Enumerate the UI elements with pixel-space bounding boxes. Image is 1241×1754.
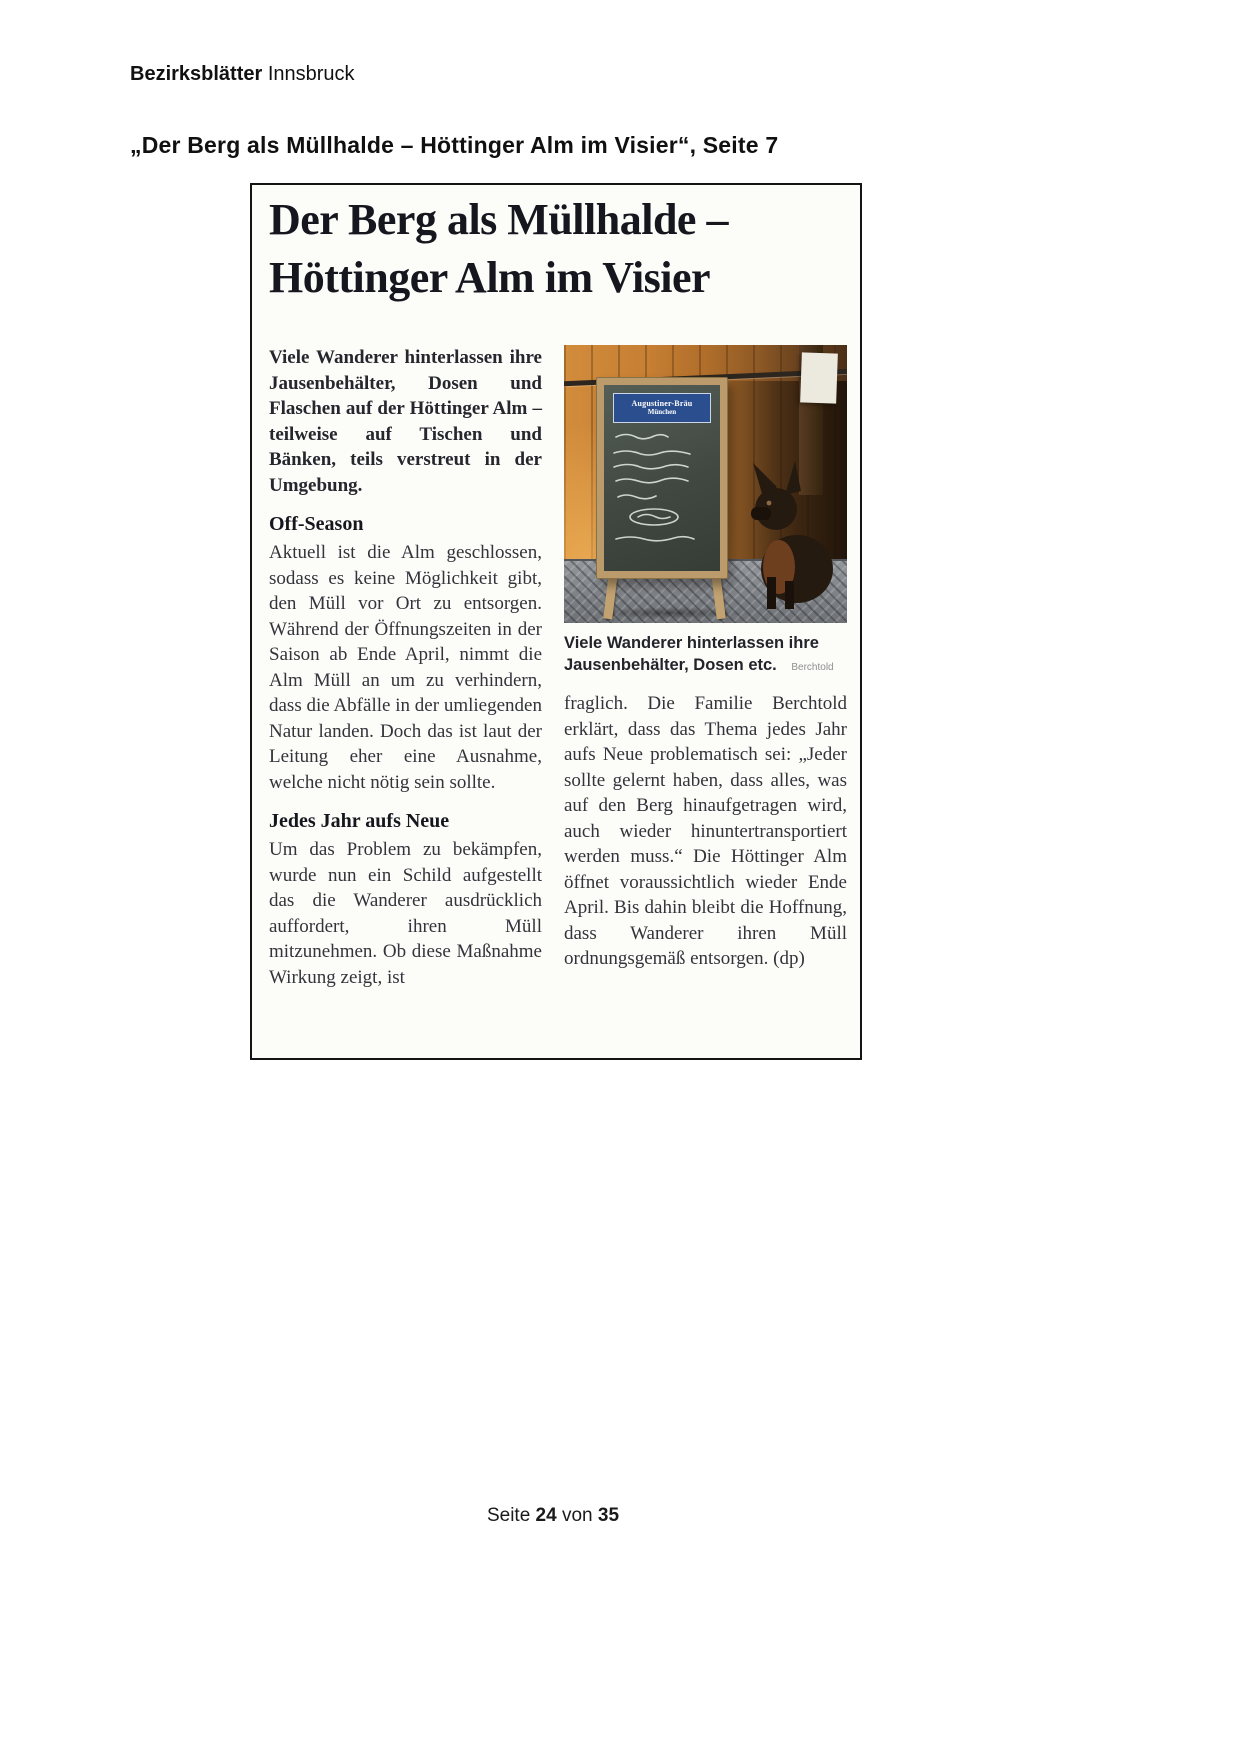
section-heading-off-season: Off-Season [269,513,364,535]
news-clipping [250,183,862,1060]
brewery-sign-line2: München [647,407,677,416]
article-column2-body: fraglich. Die Familie Berchtold erklärt, dass das Thema jedes Jahr aufs Neue problematisch sei: „Jeder sollte gelernt haben, dass alles, was auf den Berg hinaufgetragen wird, auch wieder hinuntertransportiert werden muss.“ Die Höttinger Alm öffnet voraussichtlich wieder Ende April. Bis dahin bleibt die Hoffnung, dass Wanderer ihren Müll ordnungsgemäß entsorgen. (dp) [564,693,847,969]
article-photo [564,345,847,623]
article-title-line2: Höttinger Alm im Visier [269,253,711,302]
page-title: „Der Berg als Müllhalde – Höttinger Alm im Visier“, Seite 7 [130,132,779,158]
brewery-sign-line1: Augustiner-Bräu [631,398,693,408]
publication-name [130,63,355,86]
section-body-jedes-jahr: Um das Problem zu bekämpfen, wurde nun ein Schild aufgestellt das die Wanderer ausdrücklich auffordert, ihren Müll mitzunehmen. Ob diese Maßnahme Wirkung zeigt, ist [269,839,542,988]
publication-name-bold: Bezirksblätter [130,63,263,85]
article-intro: Viele Wanderer hinterlassen ihre Jausenbehälter, Dosen und Flaschen auf der Höttinger Alm – teilweise auf Tischen und Bänken, teils verstreut in der Umgebung. [269,347,542,496]
footer-page-total: 35 [597,1505,620,1526]
section-heading-jedes-jahr: Jedes Jahr aufs Neue [269,810,450,832]
article-title [269,191,849,307]
article-title-line1: Der Berg als Müllhalde – [269,195,728,244]
footer-word-seite: Seite [486,1505,531,1526]
footer-page-current: 24 [535,1505,557,1526]
article-column-right [564,345,847,972]
photo-paper-note [800,352,838,403]
brewery-sign-plate [613,393,710,423]
chalkboard [596,377,728,579]
chalkboard-slate [604,385,720,571]
article-column-left [269,345,542,990]
photo-caption [564,632,847,679]
photo-credit: Berchtold [791,662,834,673]
photo-caption-text: Viele Wanderer hinterlassen ihre Jausenbehälter, Dosen etc. [564,634,819,674]
footer-word-von: von [561,1505,593,1526]
dog-illustration [733,457,843,613]
footer-pagination [0,1505,1106,1527]
chalk-handwriting-illustration [608,427,718,567]
publication-name-city: Innsbruck [267,63,355,85]
section-body-off-season: Aktuell ist die Alm geschlossen, sodass es keine Möglichkeit gibt, den Müll vor Ort zu entsorgen. Während der Öffnungszeiten in der Saison ab Ende April, nimmt die Alm Müll an um zu verhindern, dass die Abfälle in der umliegenden Natur landen. Doch das ist laut der Leitung eher eine Ausnahme, welche nicht nötig sein sollte. [269,542,542,793]
